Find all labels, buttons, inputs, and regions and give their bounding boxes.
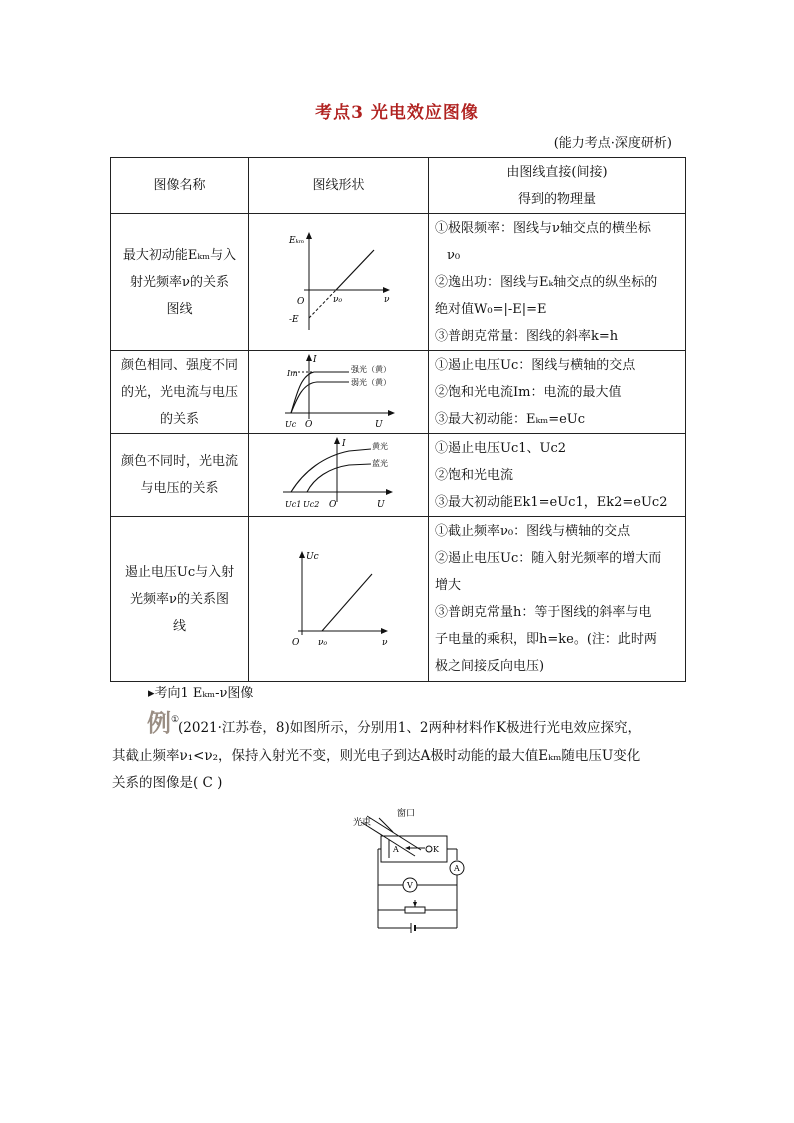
color-iv-graph bbox=[279, 436, 399, 514]
table-row bbox=[111, 351, 686, 434]
question-line-3: 关系的图像是( C ) bbox=[112, 775, 223, 791]
header-shape: 图线形状 bbox=[249, 158, 429, 214]
svg-text:I: I bbox=[312, 355, 317, 365]
svg-text:I: I bbox=[341, 439, 346, 449]
ekm-nu-graph bbox=[284, 230, 394, 335]
page-title: 考点3 光电效应图像 bbox=[315, 103, 479, 123]
svg-text:O: O bbox=[291, 638, 299, 648]
svg-text:Im: Im bbox=[286, 369, 298, 378]
svg-text:-E: -E bbox=[288, 314, 299, 325]
svg-text:ν₀: ν₀ bbox=[332, 294, 342, 305]
svg-text:弱光（黄）: 弱光（黄） bbox=[350, 378, 391, 387]
svg-text:Uc: Uc bbox=[305, 552, 319, 562]
table-row bbox=[111, 434, 686, 517]
header-quantity: 由图线直接(间接) 得到的物理量 bbox=[429, 158, 686, 214]
svg-text:窗口: 窗口 bbox=[397, 809, 416, 819]
summary-table bbox=[110, 157, 686, 682]
row-name: 遏止电压Uc与入射 光频率ν的关系图 线 bbox=[111, 517, 249, 682]
row-info: ①遏止电压Uc1、Uc2 ②饱和光电流 ③最大初动能Ek1=eUc1，Ek2=eUc2 bbox=[429, 434, 686, 517]
row-name: 颜色相同、强度不同 的光，光电流与电压 的关系 bbox=[111, 351, 249, 434]
svg-text:V: V bbox=[407, 881, 413, 890]
svg-text:O: O bbox=[304, 420, 312, 430]
svg-text:Eₖₘ: Eₖₘ bbox=[288, 235, 304, 246]
svg-text:K: K bbox=[433, 845, 439, 854]
question-line-1: (2021·江苏卷，8)如图所示，分别用1、2两种材料作K极进行光电效应探究， bbox=[178, 720, 642, 736]
svg-text:ν: ν bbox=[381, 638, 387, 648]
svg-text:A: A bbox=[393, 845, 399, 854]
row-info: ①截止频率ν₀：图线与横轴的交点 ②遏止电压Uc：随入射光频率的增大而 增大 ③普朗克常量h：等于图线的斜率与电 子电量的乘积，即h=ke。(注：此时两 极之间接反向电压) bbox=[429, 517, 686, 682]
row-graph bbox=[249, 434, 429, 517]
row-graph bbox=[249, 214, 429, 351]
svg-text:U: U bbox=[376, 500, 385, 510]
svg-text:光束: 光束 bbox=[353, 818, 372, 828]
svg-text:黄光: 黄光 bbox=[371, 442, 388, 451]
question-line-2: 其截止频率ν₁<ν₂，保持入射光不变，则光电子到达A极时动能的最大值Eₖₘ随电压U变化 bbox=[112, 748, 641, 764]
intensity-iv-graph bbox=[279, 353, 399, 431]
table-row bbox=[111, 517, 686, 682]
uc-nu-graph bbox=[284, 549, 394, 649]
row-info: ①遏止电压Uc：图线与横轴的交点 ②饱和光电流Im：电流的最大值 ③最大初动能：Eₖₘ=eUc bbox=[429, 351, 686, 434]
section-heading: ▸考向1 Eₖₘ-ν图像 bbox=[148, 686, 254, 701]
svg-text:蓝光: 蓝光 bbox=[371, 459, 388, 468]
row-info: ①极限频率：图线与ν轴交点的横坐标 ν₀ ②逸出功：图线与Eₖ轴交点的纵坐标的 绝对值W₀=|-E|=E ③普朗克常量：图线的斜率k=h bbox=[429, 214, 686, 351]
svg-text:ν₀: ν₀ bbox=[317, 638, 327, 648]
svg-text:强光（黄）: 强光（黄） bbox=[350, 365, 391, 374]
table-row bbox=[111, 214, 686, 351]
circuit-diagram bbox=[345, 808, 475, 933]
svg-text:O: O bbox=[296, 296, 304, 307]
row-graph bbox=[249, 517, 429, 682]
svg-text:A: A bbox=[454, 864, 460, 873]
page-subtitle: (能力考点·深度研析) bbox=[553, 136, 672, 151]
row-graph bbox=[249, 351, 429, 434]
svg-text:Uc1: Uc1 bbox=[284, 500, 301, 509]
row-name: 最大初动能Eₖₘ与入 射光频率ν的关系 图线 bbox=[111, 214, 249, 351]
example-marker: 例① bbox=[147, 708, 180, 737]
table-header-row bbox=[111, 158, 686, 214]
svg-text:O: O bbox=[328, 500, 336, 510]
header-name: 图像名称 bbox=[111, 158, 249, 214]
svg-text:Uc2: Uc2 bbox=[302, 500, 319, 509]
svg-text:U: U bbox=[374, 420, 383, 430]
svg-text:ν: ν bbox=[383, 294, 389, 305]
row-name: 颜色不同时，光电流 与电压的关系 bbox=[111, 434, 249, 517]
svg-text:Uc: Uc bbox=[284, 420, 296, 429]
